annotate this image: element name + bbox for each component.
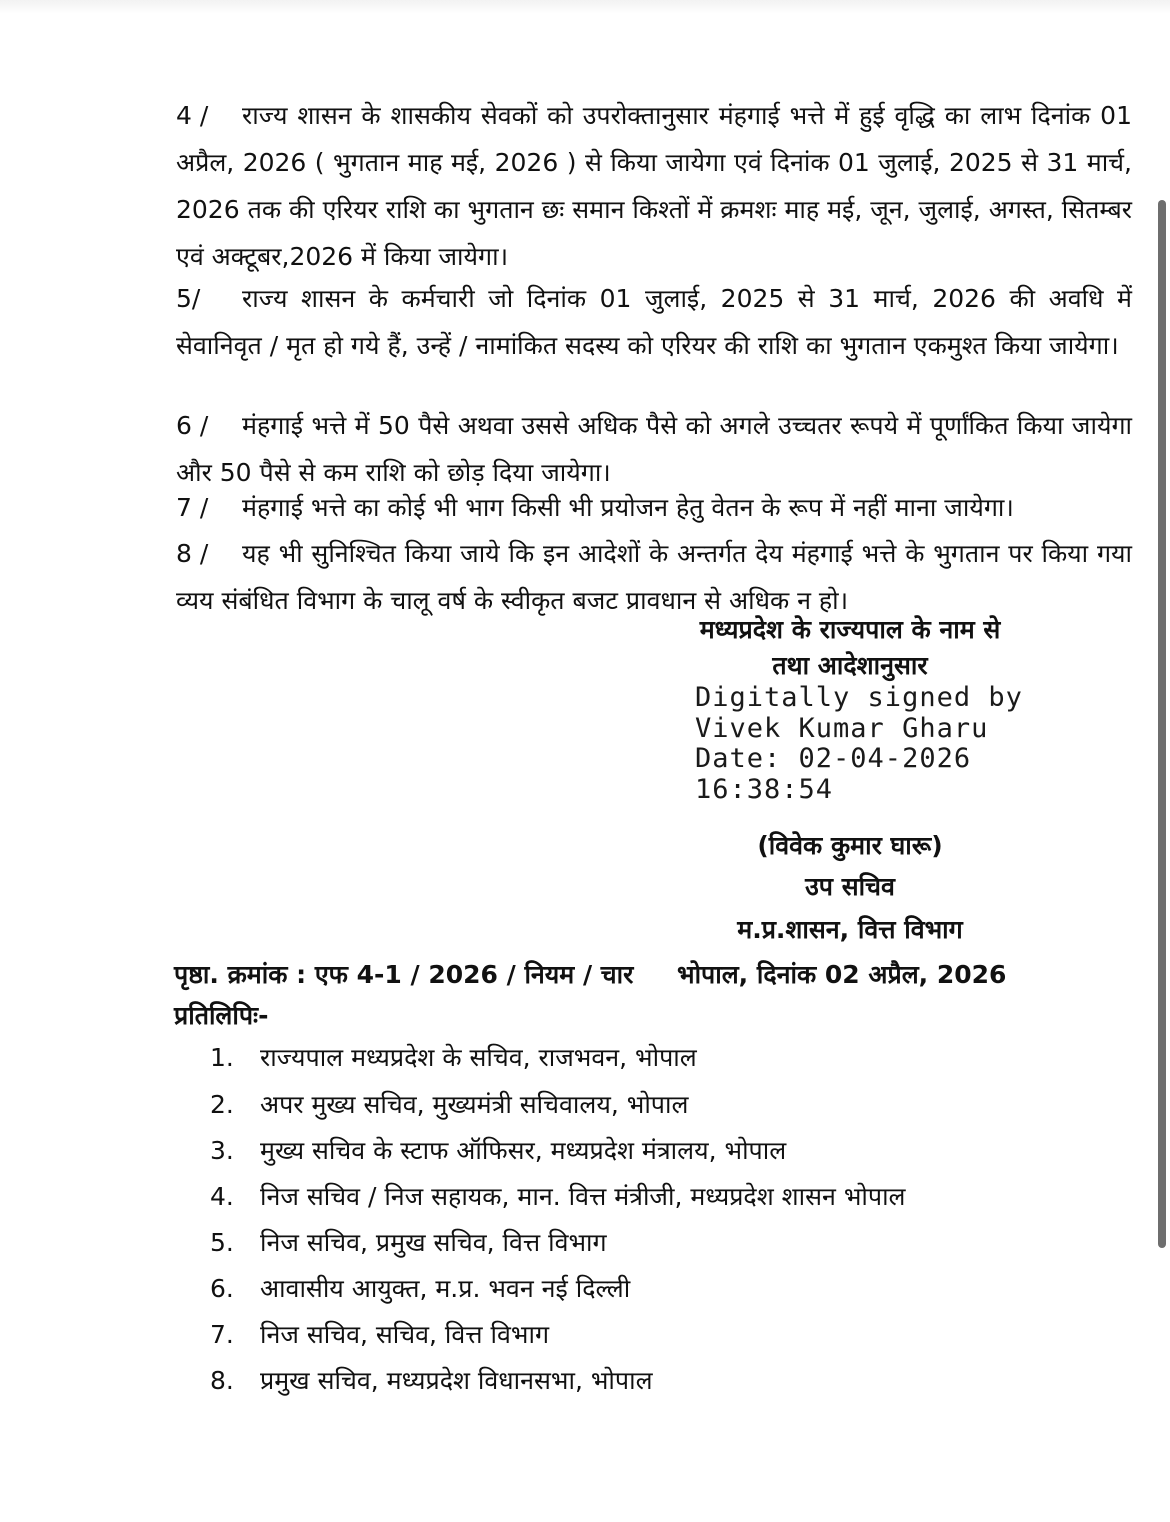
copy-list-item	[210, 1271, 630, 1307]
copy-list-item	[210, 1225, 607, 1261]
digital-signature-date: Date: 02-04-2026	[695, 743, 972, 774]
copy-item-text: निज सचिव, प्रमुख सचिव, वित्त विभाग	[260, 1228, 607, 1257]
copy-item-number: 5.	[210, 1228, 234, 1257]
paragraph-5	[176, 275, 1132, 369]
paragraph-text: राज्य शासन के शासकीय सेवकों को उपरोक्तानुसार मंहगाई भत्ते में हुई वृद्धि का लाभ दिनांक 01 अप्रैल, 2026 ( भुगतान माह मई, 2026 ) से किया जायेगा एवं दिनांक 01 जुलाई, 2025 से 31 मार्च, 2026 तक की एरियर राशि का भुगतान छः समान किश्तों में क्रमशः माह मई, जून, जुलाई, अगस्त, सितम्बर एवं अक्टूबर,2026 में किया जायेगा।	[176, 101, 1132, 271]
copy-item-text: प्रमुख सचिव, मध्यप्रदेश विधानसभा, भोपाल	[260, 1366, 653, 1395]
top-edge-shadow	[0, 0, 1170, 14]
copy-list-item	[210, 1087, 688, 1123]
copy-list-item	[210, 1040, 697, 1076]
copy-item-number: 2.	[210, 1090, 234, 1119]
copy-to-heading: प्रतिलिपिः-	[174, 1001, 269, 1030]
paragraph-4	[176, 92, 1132, 280]
copy-item-text: निज सचिव / निज सहायक, मान. वित्त मंत्रीजी, मध्यप्रदेश शासन भोपाल	[260, 1182, 906, 1211]
copy-item-number: 4.	[210, 1182, 234, 1211]
copy-item-number: 3.	[210, 1136, 234, 1165]
paragraph-text: यह भी सुनिश्चित किया जाये कि इन आदेशों के अन्तर्गत देय मंहगाई भत्ते के भुगतान पर किया गया व्यय संबंधित विभाग के चालू वर्ष के स्वीकृत बजट प्रावधान से अधिक न हो।	[176, 539, 1132, 615]
authority-line-1: मध्यप्रदेश के राज्यपाल के नाम से	[699, 615, 1001, 644]
copy-item-number: 6.	[210, 1274, 234, 1303]
copy-item-number: 1.	[210, 1043, 234, 1072]
copy-list-item	[210, 1179, 906, 1215]
officer-designation: उप सचिव	[805, 872, 895, 901]
officer-department: म.प्र.शासन, वित्त विभाग	[737, 915, 963, 944]
copy-list-item	[210, 1363, 653, 1399]
copy-list-item	[210, 1317, 549, 1353]
digital-signature-signer: Vivek Kumar Gharu	[695, 713, 989, 744]
paragraph-7	[176, 484, 1132, 531]
paragraph-number: 5/	[176, 284, 201, 313]
paragraph-text: मंहगाई भत्ते का कोई भी भाग किसी भी प्रयोजन हेतु वेतन के रूप में नहीं माना जायेगा।	[242, 493, 1014, 522]
copy-list-item	[210, 1133, 786, 1169]
paragraph-number: 4 /	[176, 101, 209, 130]
reference-number: पृष्ठा. क्रमांक : एफ 4-1 / 2026 / नियम / चार	[174, 960, 634, 989]
officer-name: (विवेक कुमार घारू)	[757, 831, 943, 860]
copy-item-number: 7.	[210, 1320, 234, 1349]
copy-item-text: आवासीय आयुक्त, म.प्र. भवन नई दिल्ली	[260, 1274, 631, 1303]
copy-item-text: निज सचिव, सचिव, वित्त विभाग	[260, 1320, 550, 1349]
digital-signature-time: 16:38:54	[695, 774, 834, 805]
digital-signature-line-1: Digitally signed by	[695, 682, 1023, 713]
reference-place-date: भोपाल, दिनांक 02 अप्रैल, 2026	[677, 960, 1007, 989]
paragraph-text: मंहगाई भत्ते में 50 पैसे अथवा उससे अधिक पैसे को अगले उच्चतर रूपये में पूर्णांकित किया जायेगा और 50 पैसे से कम राशि को छोड़ दिया जायेगा।	[176, 411, 1132, 487]
paragraph-8	[176, 530, 1132, 624]
copy-item-number: 8.	[210, 1366, 234, 1395]
paragraph-6	[176, 402, 1132, 496]
copy-item-text: अपर मुख्य सचिव, मुख्यमंत्री सचिवालय, भोपाल	[260, 1090, 689, 1119]
paragraph-number: 7 /	[176, 493, 209, 522]
copy-item-text: राज्यपाल मध्यप्रदेश के सचिव, राजभवन, भोपाल	[260, 1043, 697, 1072]
authority-line-2: तथा आदेशानुसार	[772, 651, 928, 680]
paragraph-number: 6 /	[176, 411, 209, 440]
vertical-scrollbar[interactable]	[1158, 200, 1166, 1248]
paragraph-number: 8 /	[176, 539, 209, 568]
paragraph-text: राज्य शासन के कर्मचारी जो दिनांक 01 जुलाई, 2025 से 31 मार्च, 2026 की अवधि में सेवानिवृत / मृत हो गये हैं, उन्हें / नामांकित सदस्य को एरियर की राशि का भुगतान एकमुश्त किया जायेगा।	[176, 284, 1132, 360]
copy-item-text: मुख्य सचिव के स्टाफ ऑफिसर, मध्यप्रदेश मंत्रालय, भोपाल	[260, 1136, 787, 1165]
